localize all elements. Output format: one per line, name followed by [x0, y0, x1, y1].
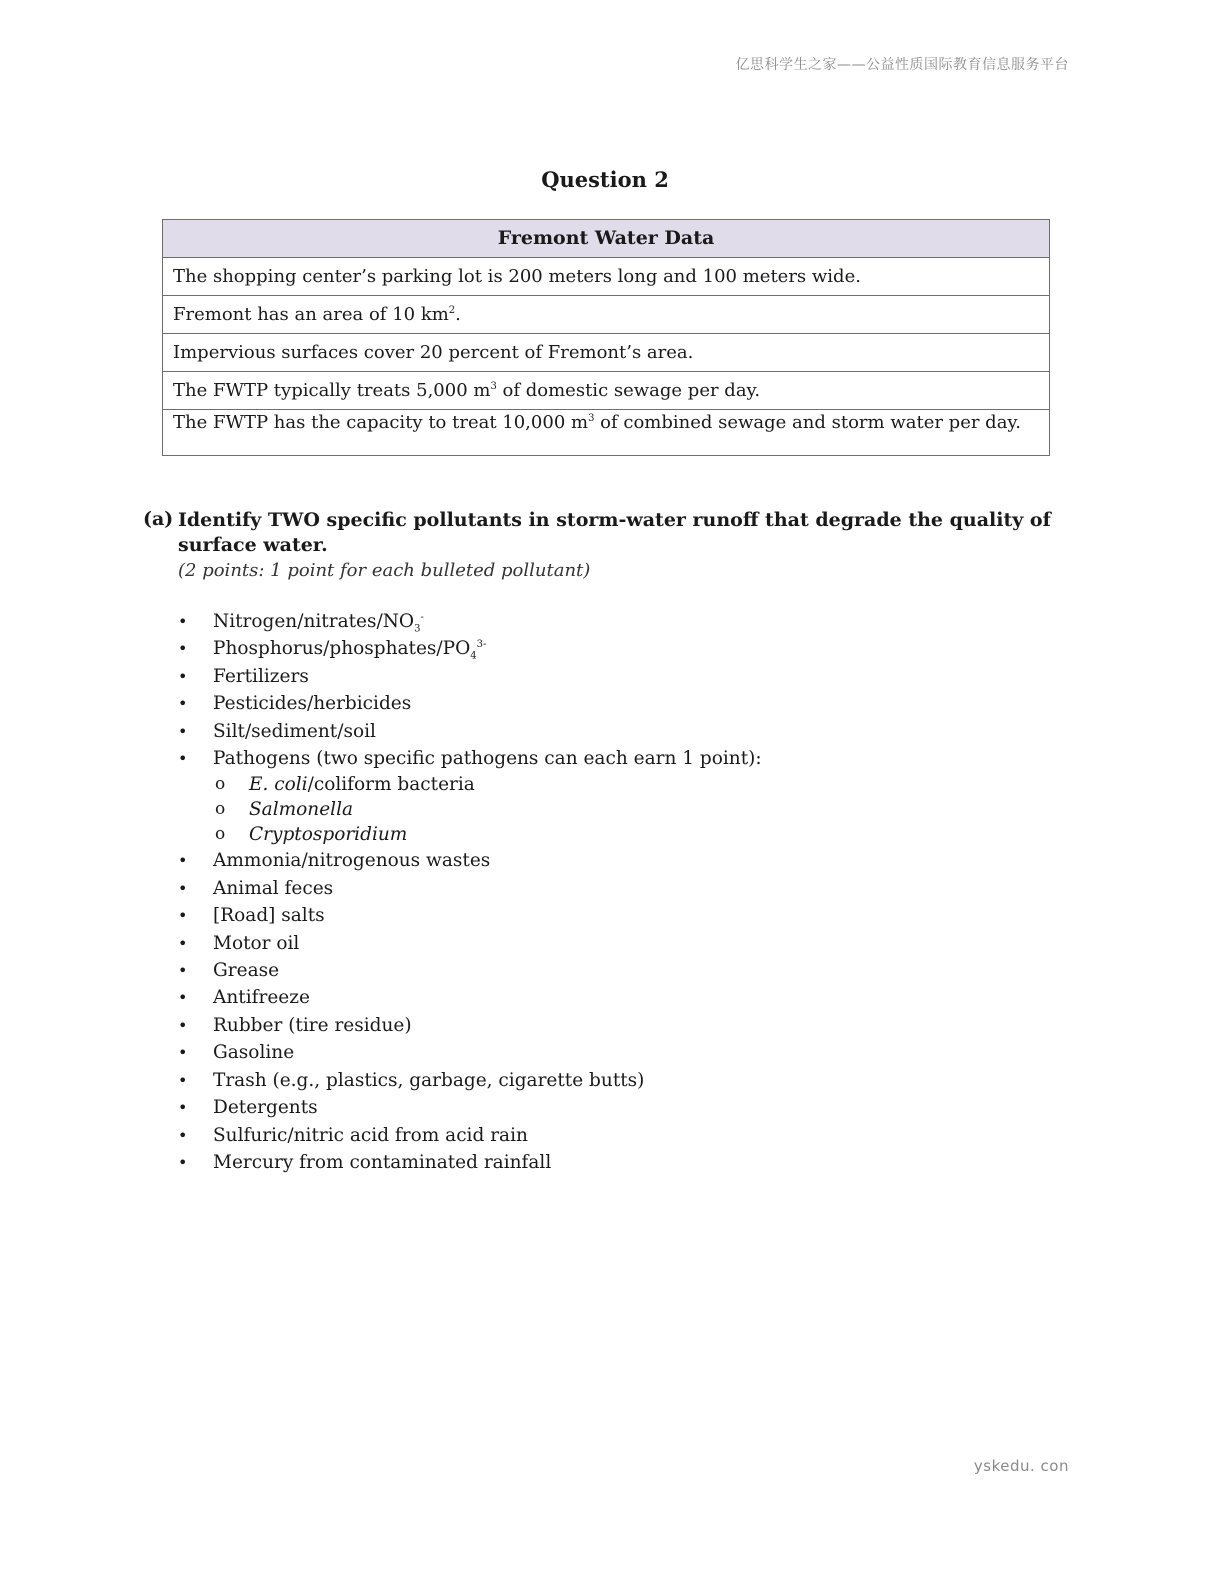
- list-item: [178, 930, 762, 957]
- table-cell: [163, 296, 1050, 334]
- list-item: [178, 847, 762, 874]
- bullet-icon: •: [178, 1098, 188, 1118]
- item-text: Pathogens (two specific pathogens can each earn 1 point):: [213, 748, 762, 770]
- list-item: [178, 1149, 762, 1176]
- superscript: 3-: [476, 639, 487, 651]
- list-item: [178, 984, 762, 1011]
- item-text: Gasoline: [213, 1042, 295, 1064]
- list-item: [178, 1094, 762, 1121]
- bullet-icon: •: [178, 666, 188, 686]
- item-text: Rubber (tire residue): [213, 1014, 412, 1036]
- part-prompt: Identify TWO specific pollutants in storm-water runoff that degrade the quality of surface water.: [178, 509, 1051, 556]
- item-text: Pesticides/herbicides: [213, 693, 412, 715]
- item-text: Sulfuric/nitric acid from acid rain: [213, 1124, 528, 1146]
- bullet-icon: •: [178, 749, 188, 769]
- list-item: [178, 1012, 762, 1039]
- table-row: [163, 258, 1050, 296]
- bullet-icon: •: [178, 906, 188, 926]
- list-item: [178, 957, 762, 984]
- list-item: [178, 663, 762, 690]
- cell-text-suffix: of combined sewage and storm water per day.: [594, 412, 1021, 433]
- table-row: [163, 334, 1050, 372]
- table-row: [163, 296, 1050, 334]
- bullet-icon: •: [178, 933, 188, 953]
- superscript: -: [420, 611, 424, 623]
- cell-text: The FWTP typically treats 5,000 m: [173, 380, 491, 401]
- list-item: [178, 902, 762, 929]
- item-text: Antifreeze: [213, 987, 310, 1009]
- bullet-icon: •: [178, 1152, 188, 1172]
- superscript: 3: [588, 413, 595, 424]
- list-item: [178, 1067, 762, 1094]
- bullet-icon: •: [178, 961, 188, 981]
- hollow-bullet-icon: o: [215, 774, 226, 795]
- cell-text-suffix: .: [455, 304, 461, 325]
- superscript: 3: [490, 381, 497, 392]
- bullet-icon: •: [178, 639, 188, 659]
- table-row: [163, 410, 1050, 456]
- bullet-icon: •: [178, 1070, 188, 1090]
- table-title: Fremont Water Data: [163, 220, 1050, 258]
- subscript: 4: [470, 651, 477, 663]
- list-item: [178, 1039, 762, 1066]
- sublist-item: [213, 772, 762, 797]
- item-text: Phosphorus/phosphates/PO: [213, 638, 471, 660]
- bullet-icon: •: [178, 851, 188, 871]
- bullet-icon: •: [178, 988, 188, 1008]
- item-text: Fertilizers: [213, 665, 309, 687]
- header-watermark-text: 亿思科学生之家——公益性质国际教育信息服务平台: [735, 57, 1069, 73]
- cell-text: The FWTP has the capacity to treat 10,000 m: [173, 412, 589, 433]
- list-item: [178, 875, 762, 902]
- cell-text-suffix: of domestic sewage per day.: [496, 380, 761, 401]
- item-text: Silt/sediment/soil: [213, 720, 376, 742]
- bullet-icon: •: [178, 1015, 188, 1035]
- item-text: Nitrogen/nitrates/NO: [213, 611, 415, 632]
- item-text: Trash (e.g., plastics, garbage, cigarette butts): [213, 1069, 645, 1091]
- item-text: Grease: [213, 960, 280, 982]
- list-item: [178, 635, 762, 662]
- sublist-item: [213, 822, 762, 847]
- table-cell: [163, 334, 1050, 372]
- table-header-row: [163, 220, 1050, 258]
- hollow-bullet-icon: o: [215, 824, 226, 845]
- item-text: [Road] salts: [213, 905, 325, 927]
- item-text-italic: Salmonella: [249, 799, 354, 821]
- table-cell: [163, 258, 1050, 296]
- fremont-water-data-table: [162, 219, 1050, 456]
- bullet-icon: •: [178, 1125, 188, 1145]
- item-text: Mercury from contaminated rainfall: [213, 1151, 552, 1173]
- list-item: [178, 608, 762, 635]
- bullet-icon: •: [178, 721, 188, 741]
- bullet-icon: •: [178, 878, 188, 898]
- hollow-bullet-icon: o: [215, 799, 226, 820]
- bullet-icon: •: [178, 612, 188, 631]
- item-text: /coliform bacteria: [307, 774, 475, 796]
- list-item: [178, 690, 762, 717]
- item-text: Ammonia/nitrogenous wastes: [213, 850, 491, 872]
- bullet-icon: •: [178, 694, 188, 714]
- list-item: [178, 1122, 762, 1149]
- table-cell: [163, 410, 1050, 456]
- subscript: 3: [414, 623, 421, 635]
- list-item: [178, 745, 762, 847]
- item-text-italic: E. coli: [249, 774, 308, 796]
- pollutant-list: [178, 608, 762, 1176]
- item-text-italic: Cryptosporidium: [249, 824, 408, 846]
- item-text: Motor oil: [213, 932, 300, 954]
- table-cell: [163, 372, 1050, 410]
- question-title: Question 2: [541, 167, 669, 192]
- cell-text: Fremont has an area of 10 km: [173, 304, 449, 325]
- item-text: Animal feces: [213, 877, 334, 899]
- table-row: [163, 372, 1050, 410]
- part-a-section: [143, 508, 1063, 583]
- list-item: [178, 718, 762, 745]
- cell-text: The shopping center’s parking lot is 200 meters long and 100 meters wide.: [173, 266, 861, 287]
- cell-text: Impervious surfaces cover 20 percent of Fremont’s area.: [173, 342, 694, 363]
- part-label: (a): [143, 508, 174, 530]
- footer-watermark-text: yskedu. con: [973, 1457, 1069, 1475]
- superscript: 2: [448, 305, 456, 316]
- sublist-item: [213, 797, 762, 822]
- bullet-icon: •: [178, 1043, 188, 1063]
- item-text: Detergents: [213, 1097, 318, 1119]
- pathogen-sublist: [213, 772, 762, 847]
- points-note: (2 points: 1 point for each bulleted pollutant): [178, 560, 591, 581]
